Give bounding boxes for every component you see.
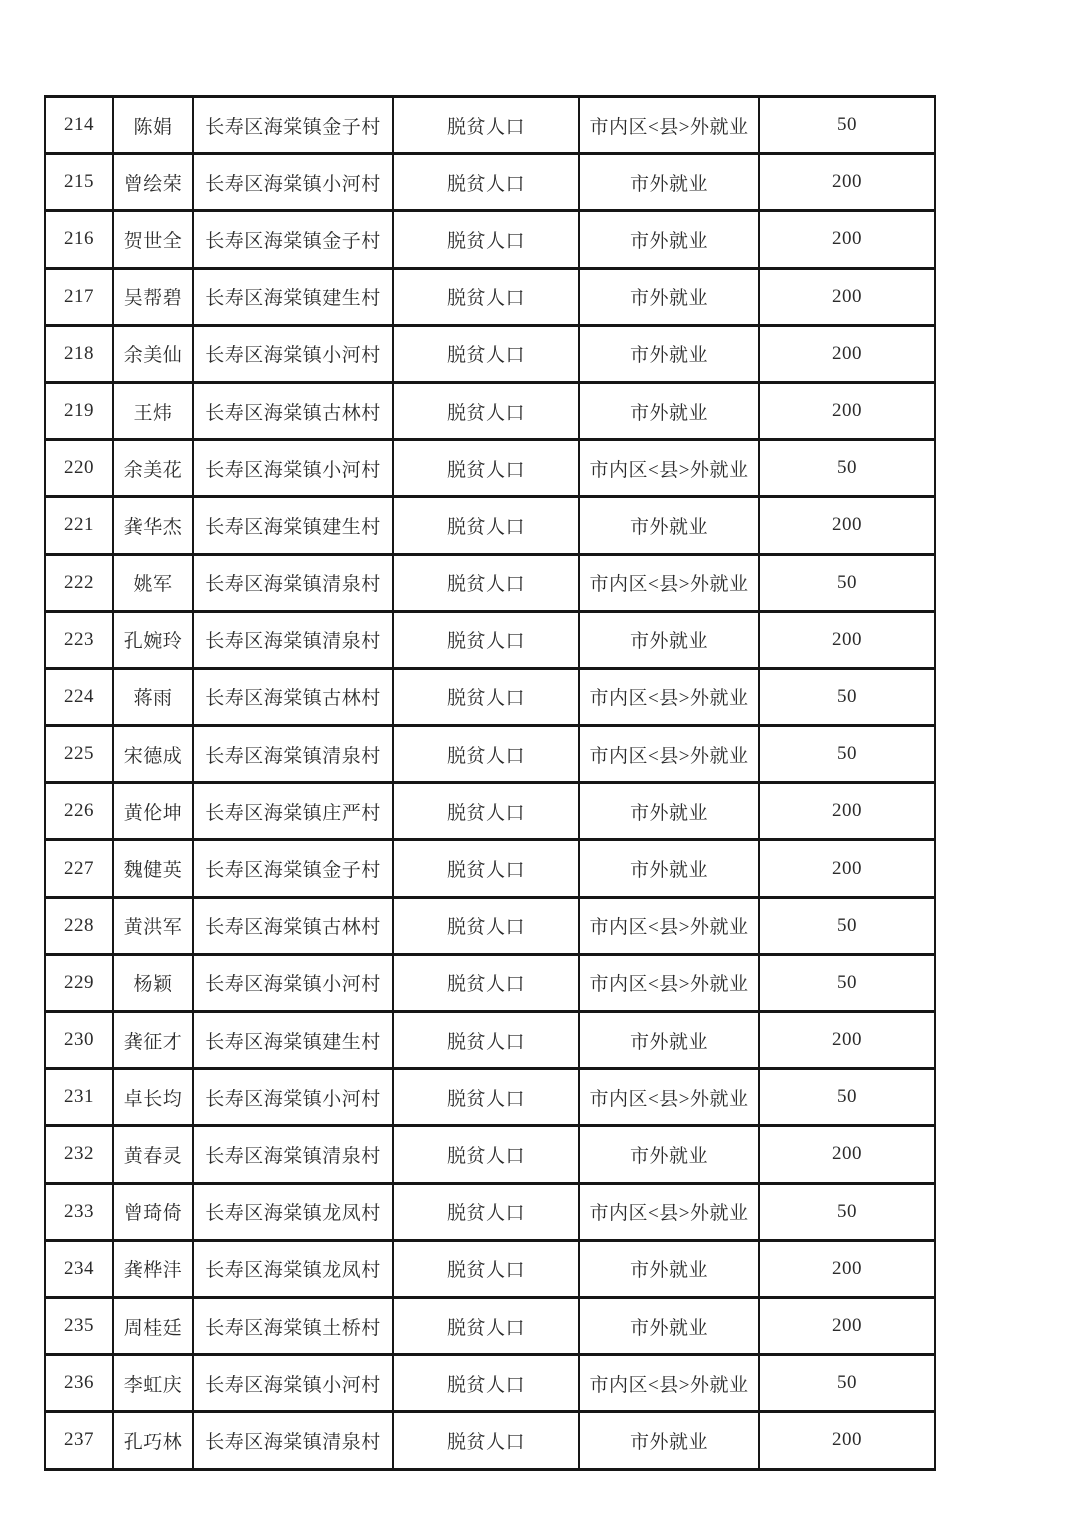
cell-person-category: 脱贫人口 <box>393 897 579 954</box>
cell-employment-type: 市内区<县>外就业 <box>579 440 759 497</box>
cell-serial-number: 221 <box>45 497 113 554</box>
cell-name: 曾琦倚 <box>113 1183 193 1240</box>
cell-name: 吴帮碧 <box>113 268 193 325</box>
cell-serial-number: 223 <box>45 611 113 668</box>
cell-subsidy-amount: 200 <box>759 154 935 211</box>
cell-subsidy-amount: 50 <box>759 668 935 725</box>
cell-village-address: 长寿区海棠镇建生村 <box>193 1012 393 1069</box>
table-row <box>45 1183 935 1240</box>
cell-employment-type: 市外就业 <box>579 268 759 325</box>
table-row <box>45 382 935 439</box>
cell-name: 孔巧林 <box>113 1412 193 1469</box>
cell-person-category: 脱贫人口 <box>393 954 579 1011</box>
cell-subsidy-amount: 200 <box>759 1240 935 1297</box>
cell-serial-number: 231 <box>45 1069 113 1126</box>
cell-village-address: 长寿区海棠镇小河村 <box>193 325 393 382</box>
cell-village-address: 长寿区海棠镇古林村 <box>193 382 393 439</box>
cell-employment-type: 市内区<县>外就业 <box>579 897 759 954</box>
cell-serial-number: 233 <box>45 1183 113 1240</box>
cell-subsidy-amount: 200 <box>759 840 935 897</box>
cell-employment-type: 市外就业 <box>579 325 759 382</box>
cell-name: 黄春灵 <box>113 1126 193 1183</box>
table-row <box>45 954 935 1011</box>
cell-village-address: 长寿区海棠镇小河村 <box>193 154 393 211</box>
cell-person-category: 脱贫人口 <box>393 325 579 382</box>
cell-subsidy-amount: 200 <box>759 268 935 325</box>
cell-person-category: 脱贫人口 <box>393 1126 579 1183</box>
cell-serial-number: 230 <box>45 1012 113 1069</box>
cell-village-address: 长寿区海棠镇金子村 <box>193 840 393 897</box>
cell-village-address: 长寿区海棠镇古林村 <box>193 668 393 725</box>
table-container <box>44 95 936 1471</box>
cell-employment-type: 市外就业 <box>579 1240 759 1297</box>
cell-serial-number: 227 <box>45 840 113 897</box>
cell-person-category: 脱贫人口 <box>393 554 579 611</box>
cell-person-category: 脱贫人口 <box>393 497 579 554</box>
cell-village-address: 长寿区海棠镇清泉村 <box>193 726 393 783</box>
cell-name: 王炜 <box>113 382 193 439</box>
cell-person-category: 脱贫人口 <box>393 1240 579 1297</box>
cell-subsidy-amount: 200 <box>759 382 935 439</box>
cell-person-category: 脱贫人口 <box>393 382 579 439</box>
cell-village-address: 长寿区海棠镇建生村 <box>193 497 393 554</box>
cell-subsidy-amount: 200 <box>759 611 935 668</box>
cell-person-category: 脱贫人口 <box>393 1069 579 1126</box>
cell-serial-number: 225 <box>45 726 113 783</box>
cell-employment-type: 市外就业 <box>579 1412 759 1469</box>
cell-village-address: 长寿区海棠镇清泉村 <box>193 611 393 668</box>
cell-serial-number: 217 <box>45 268 113 325</box>
cell-name: 龚征才 <box>113 1012 193 1069</box>
cell-name: 余美仙 <box>113 325 193 382</box>
cell-serial-number: 235 <box>45 1297 113 1354</box>
cell-village-address: 长寿区海棠镇小河村 <box>193 954 393 1011</box>
cell-name: 黄伦坤 <box>113 783 193 840</box>
cell-subsidy-amount: 50 <box>759 97 935 154</box>
cell-person-category: 脱贫人口 <box>393 1183 579 1240</box>
cell-village-address: 长寿区海棠镇庄严村 <box>193 783 393 840</box>
table-row <box>45 1240 935 1297</box>
cell-subsidy-amount: 50 <box>759 1069 935 1126</box>
table-body <box>45 97 935 1470</box>
cell-person-category: 脱贫人口 <box>393 211 579 268</box>
table-row <box>45 1012 935 1069</box>
cell-employment-type: 市外就业 <box>579 840 759 897</box>
cell-subsidy-amount: 200 <box>759 1297 935 1354</box>
table-row <box>45 1069 935 1126</box>
subsidy-roster-table <box>44 95 936 1471</box>
cell-name: 龚华杰 <box>113 497 193 554</box>
cell-subsidy-amount: 50 <box>759 954 935 1011</box>
cell-person-category: 脱贫人口 <box>393 726 579 783</box>
cell-village-address: 长寿区海棠镇龙凤村 <box>193 1240 393 1297</box>
cell-serial-number: 234 <box>45 1240 113 1297</box>
cell-name: 魏健英 <box>113 840 193 897</box>
cell-person-category: 脱贫人口 <box>393 1355 579 1412</box>
cell-employment-type: 市内区<县>外就业 <box>579 1183 759 1240</box>
cell-village-address: 长寿区海棠镇清泉村 <box>193 554 393 611</box>
cell-serial-number: 237 <box>45 1412 113 1469</box>
cell-serial-number: 226 <box>45 783 113 840</box>
cell-employment-type: 市内区<县>外就业 <box>579 954 759 1011</box>
table-row <box>45 154 935 211</box>
cell-serial-number: 236 <box>45 1355 113 1412</box>
cell-serial-number: 215 <box>45 154 113 211</box>
table-row <box>45 1297 935 1354</box>
cell-employment-type: 市外就业 <box>579 154 759 211</box>
cell-name: 曾绘荣 <box>113 154 193 211</box>
cell-serial-number: 224 <box>45 668 113 725</box>
cell-employment-type: 市外就业 <box>579 1126 759 1183</box>
cell-name: 卓长均 <box>113 1069 193 1126</box>
cell-village-address: 长寿区海棠镇小河村 <box>193 1355 393 1412</box>
cell-subsidy-amount: 200 <box>759 1126 935 1183</box>
table-row <box>45 325 935 382</box>
cell-employment-type: 市内区<县>外就业 <box>579 726 759 783</box>
cell-person-category: 脱贫人口 <box>393 154 579 211</box>
cell-subsidy-amount: 200 <box>759 1012 935 1069</box>
cell-employment-type: 市内区<县>外就业 <box>579 1069 759 1126</box>
cell-serial-number: 220 <box>45 440 113 497</box>
cell-name: 余美花 <box>113 440 193 497</box>
cell-village-address: 长寿区海棠镇金子村 <box>193 97 393 154</box>
cell-name: 李虹庆 <box>113 1355 193 1412</box>
cell-serial-number: 214 <box>45 97 113 154</box>
cell-village-address: 长寿区海棠镇清泉村 <box>193 1126 393 1183</box>
cell-subsidy-amount: 200 <box>759 783 935 840</box>
table-row <box>45 440 935 497</box>
table-row <box>45 268 935 325</box>
table-row <box>45 783 935 840</box>
cell-person-category: 脱贫人口 <box>393 1412 579 1469</box>
cell-person-category: 脱贫人口 <box>393 611 579 668</box>
cell-person-category: 脱贫人口 <box>393 783 579 840</box>
cell-employment-type: 市外就业 <box>579 783 759 840</box>
cell-village-address: 长寿区海棠镇金子村 <box>193 211 393 268</box>
cell-person-category: 脱贫人口 <box>393 1297 579 1354</box>
cell-employment-type: 市外就业 <box>579 611 759 668</box>
cell-serial-number: 216 <box>45 211 113 268</box>
cell-person-category: 脱贫人口 <box>393 840 579 897</box>
cell-employment-type: 市外就业 <box>579 211 759 268</box>
cell-name: 姚军 <box>113 554 193 611</box>
cell-employment-type: 市内区<县>外就业 <box>579 668 759 725</box>
cell-village-address: 长寿区海棠镇建生村 <box>193 268 393 325</box>
table-row <box>45 726 935 783</box>
table-row <box>45 1126 935 1183</box>
cell-subsidy-amount: 200 <box>759 497 935 554</box>
cell-village-address: 长寿区海棠镇土桥村 <box>193 1297 393 1354</box>
table-row <box>45 97 935 154</box>
cell-subsidy-amount: 200 <box>759 1412 935 1469</box>
cell-person-category: 脱贫人口 <box>393 97 579 154</box>
cell-person-category: 脱贫人口 <box>393 268 579 325</box>
cell-employment-type: 市外就业 <box>579 497 759 554</box>
cell-person-category: 脱贫人口 <box>393 668 579 725</box>
cell-serial-number: 232 <box>45 1126 113 1183</box>
cell-person-category: 脱贫人口 <box>393 1012 579 1069</box>
table-row <box>45 1355 935 1412</box>
cell-employment-type: 市外就业 <box>579 1297 759 1354</box>
cell-name: 陈娟 <box>113 97 193 154</box>
cell-subsidy-amount: 50 <box>759 554 935 611</box>
cell-village-address: 长寿区海棠镇小河村 <box>193 440 393 497</box>
table-row <box>45 211 935 268</box>
cell-employment-type: 市外就业 <box>579 1012 759 1069</box>
cell-serial-number: 218 <box>45 325 113 382</box>
cell-serial-number: 219 <box>45 382 113 439</box>
cell-name: 周桂廷 <box>113 1297 193 1354</box>
table-row <box>45 897 935 954</box>
cell-name: 孔婉玲 <box>113 611 193 668</box>
cell-village-address: 长寿区海棠镇龙凤村 <box>193 1183 393 1240</box>
cell-employment-type: 市内区<县>外就业 <box>579 1355 759 1412</box>
table-row <box>45 611 935 668</box>
cell-subsidy-amount: 50 <box>759 1183 935 1240</box>
table-row <box>45 554 935 611</box>
cell-name: 杨颖 <box>113 954 193 1011</box>
cell-person-category: 脱贫人口 <box>393 440 579 497</box>
cell-subsidy-amount: 50 <box>759 1355 935 1412</box>
cell-subsidy-amount: 50 <box>759 897 935 954</box>
cell-village-address: 长寿区海棠镇清泉村 <box>193 1412 393 1469</box>
cell-serial-number: 222 <box>45 554 113 611</box>
cell-village-address: 长寿区海棠镇古林村 <box>193 897 393 954</box>
cell-employment-type: 市内区<县>外就业 <box>579 554 759 611</box>
cell-employment-type: 市内区<县>外就业 <box>579 97 759 154</box>
cell-subsidy-amount: 200 <box>759 211 935 268</box>
cell-subsidy-amount: 50 <box>759 440 935 497</box>
table-row <box>45 668 935 725</box>
cell-subsidy-amount: 200 <box>759 325 935 382</box>
table-row <box>45 1412 935 1469</box>
cell-village-address: 长寿区海棠镇小河村 <box>193 1069 393 1126</box>
cell-serial-number: 229 <box>45 954 113 1011</box>
cell-name: 宋德成 <box>113 726 193 783</box>
cell-serial-number: 228 <box>45 897 113 954</box>
cell-name: 黄洪军 <box>113 897 193 954</box>
cell-name: 贺世全 <box>113 211 193 268</box>
cell-subsidy-amount: 50 <box>759 726 935 783</box>
table-row <box>45 497 935 554</box>
cell-employment-type: 市外就业 <box>579 382 759 439</box>
cell-name: 蒋雨 <box>113 668 193 725</box>
table-row <box>45 840 935 897</box>
cell-name: 龚桦沣 <box>113 1240 193 1297</box>
